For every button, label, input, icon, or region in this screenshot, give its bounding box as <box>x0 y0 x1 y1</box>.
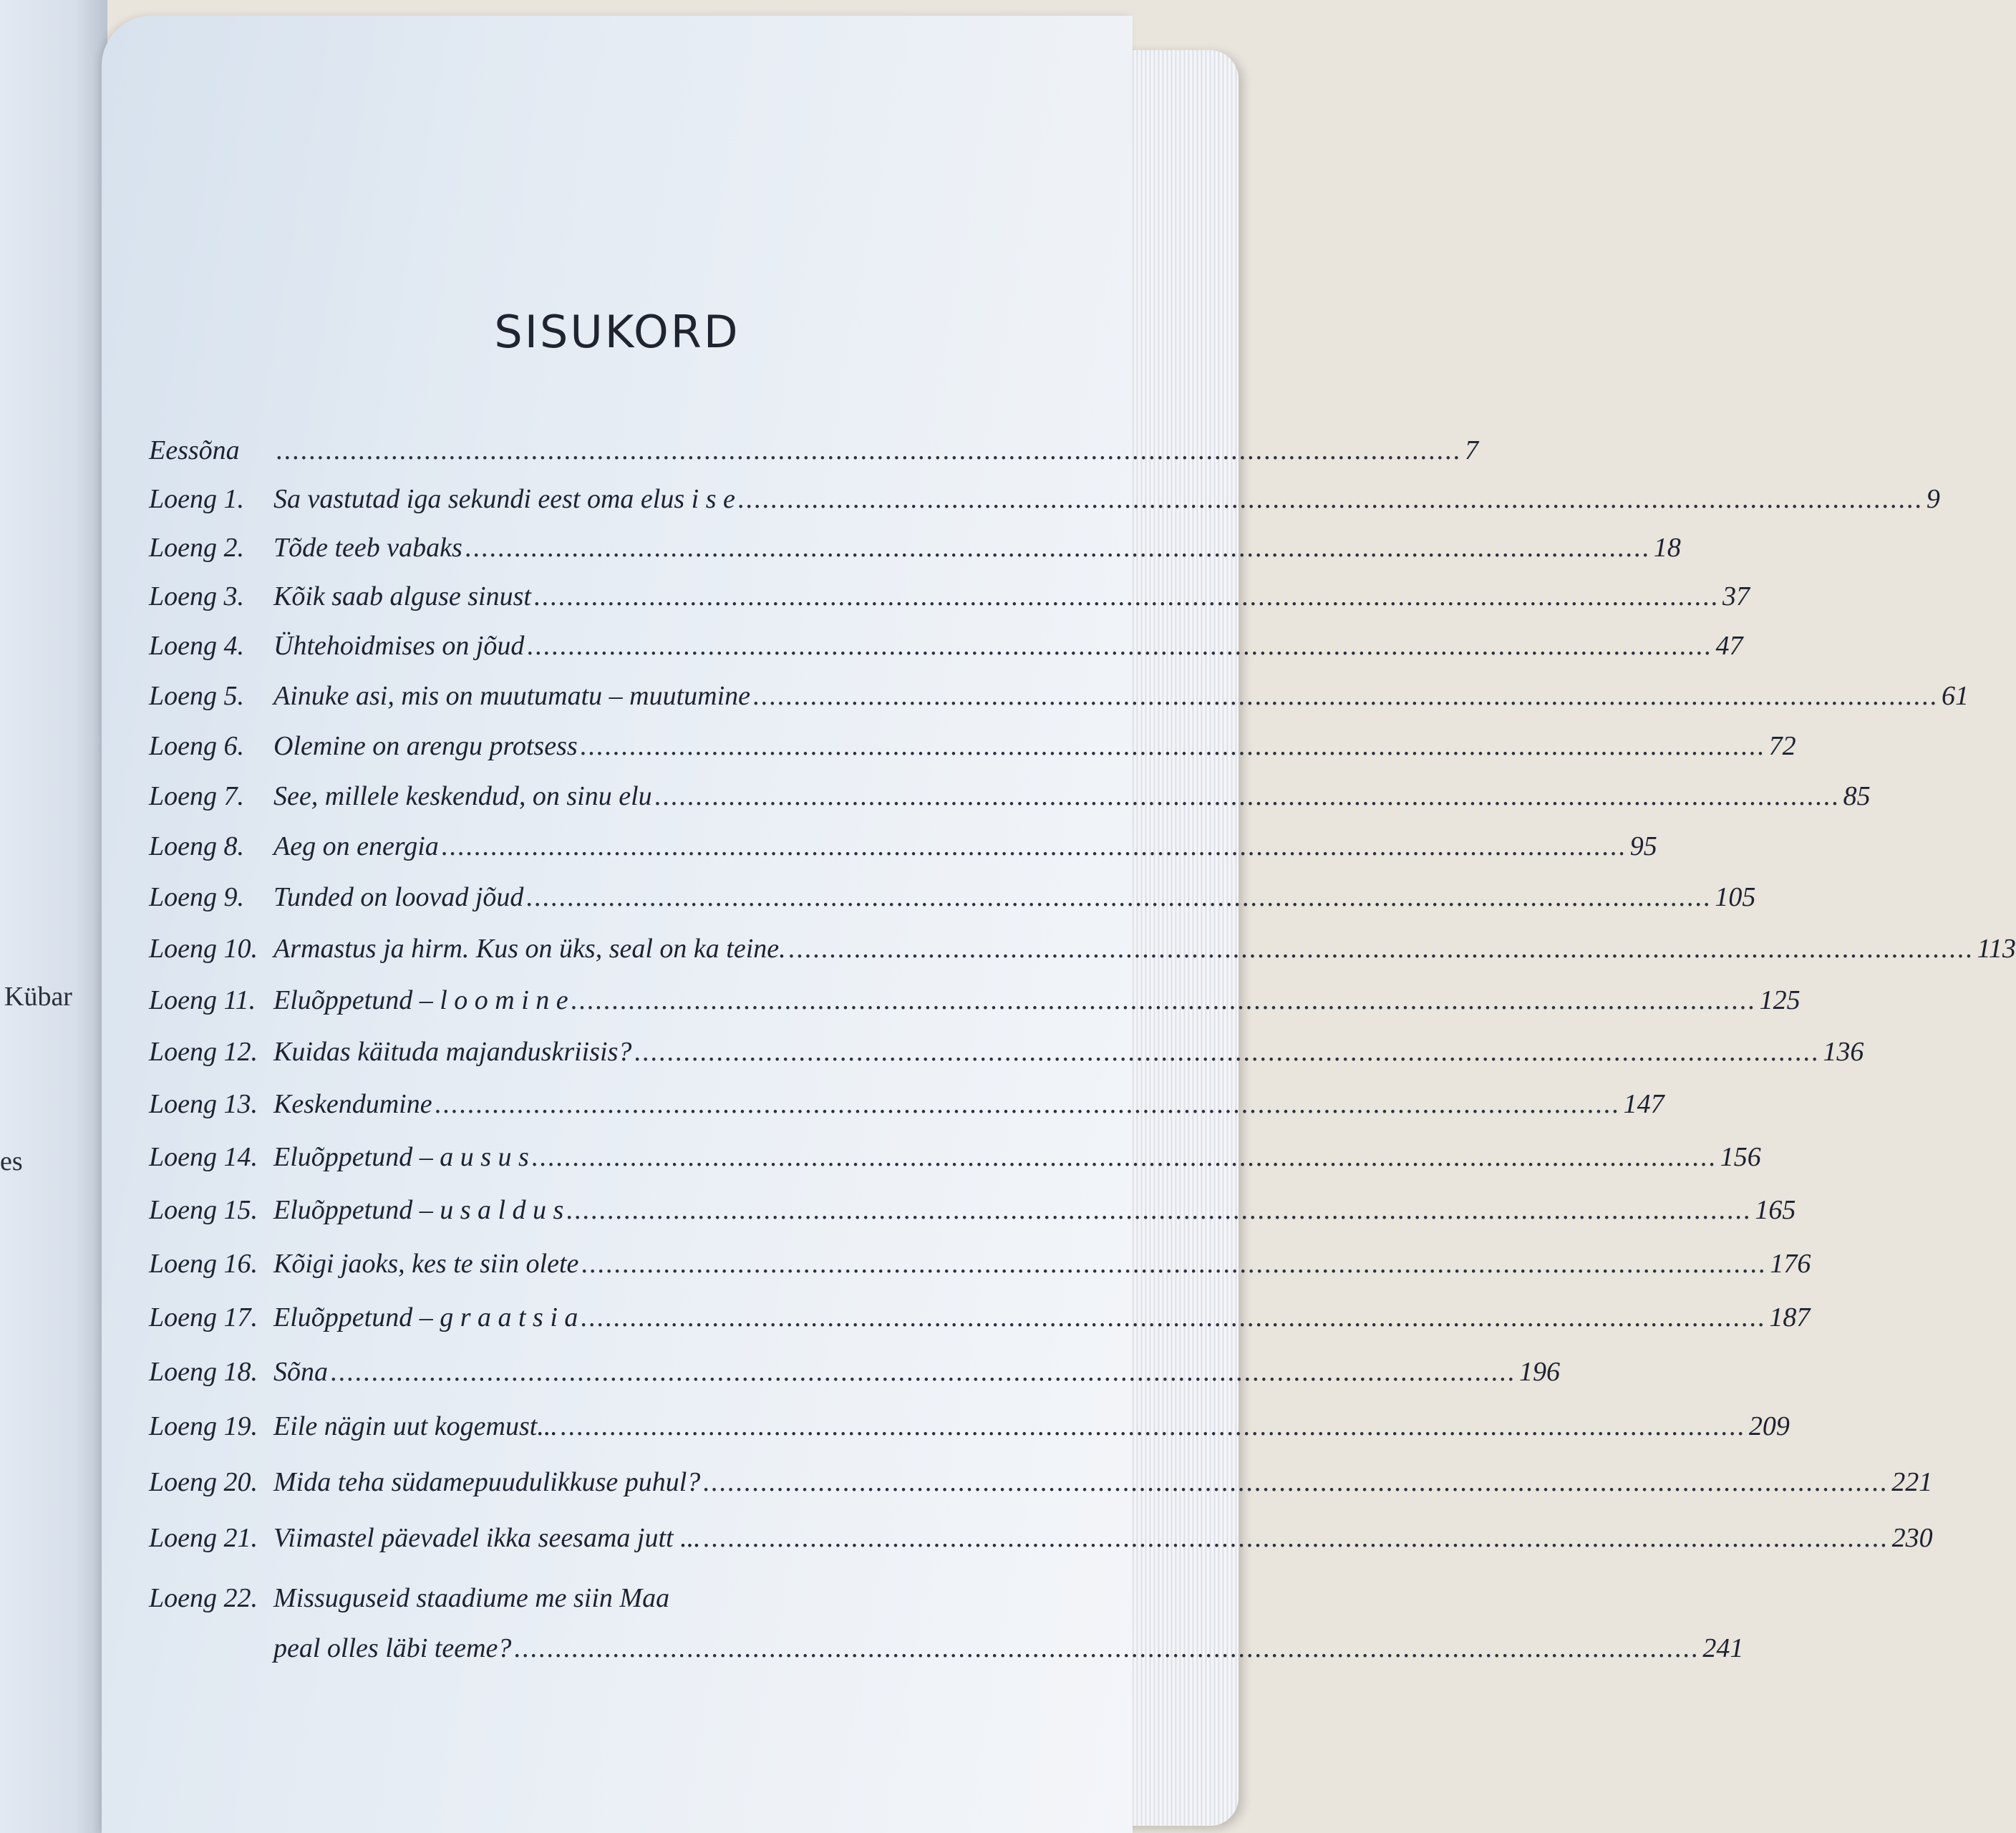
toc-leader-dots: ................................................................................................................................................ <box>465 533 1651 563</box>
toc-entry-label: Loeng 7. <box>149 781 244 811</box>
toc-entry-label: Loeng 13. <box>149 1089 258 1119</box>
toc-entry-title: Sõna <box>273 1357 328 1387</box>
left-page-fragment: Kübar <box>4 982 72 1012</box>
toc-entry-page: 187 <box>1769 1302 1811 1333</box>
toc-entry-page: 18 <box>1653 533 1681 563</box>
toc-entry-body <box>273 730 1796 762</box>
toc-entry-body <box>273 1356 1560 1388</box>
toc-entry-page: 7 <box>1465 435 1478 465</box>
toc-entry-page: 165 <box>1755 1195 1796 1225</box>
toc-entry-title: Eluõppetund – u s a l d u s <box>273 1195 564 1225</box>
toc-entry-page: 113 <box>1977 934 2016 964</box>
toc-entry-page: 72 <box>1768 731 1796 761</box>
page-title: SISUKORD <box>494 306 740 358</box>
toc-entry-title: Viimastel päevadel ikka seesama jutt ... <box>273 1523 701 1553</box>
toc-entry-label: Loeng 14. <box>149 1142 258 1172</box>
toc-entry-label: Loeng 5. <box>149 681 244 711</box>
toc-entry-page: 9 <box>1926 484 1940 514</box>
toc-entry-label: Loeng 10. <box>149 934 258 964</box>
toc-leader-dots: ................................................................................................................................................ <box>566 1195 1753 1225</box>
toc-leader-dots: ................................................................................................................................................ <box>531 1142 1717 1172</box>
toc-entry-page: 95 <box>1629 831 1657 861</box>
toc-entry-label: Eessõna <box>149 435 240 465</box>
toc-leader-dots: ................................................................................................................................................ <box>560 1411 1746 1441</box>
toc-entry-page: 156 <box>1720 1142 1761 1172</box>
toc-entry-title: Missuguseid staadiume me siin Maa <box>273 1583 670 1613</box>
toc-leader-dots: ................................................................................................................................................ <box>581 1302 1767 1333</box>
toc-entry-title: Keskendumine <box>273 1089 432 1119</box>
toc-entry-label: Loeng 12. <box>149 1037 258 1067</box>
toc-entry-body <box>273 1522 1933 1554</box>
toc-entry-page: 209 <box>1748 1411 1790 1441</box>
toc-entry-label: Loeng 4. <box>149 631 244 661</box>
toc-leader-dots: ................................................................................................................................................ <box>581 1249 1768 1279</box>
toc-entry-label: Loeng 2. <box>149 533 244 563</box>
toc-leader-dots: ................................................................................................................................................ <box>634 1037 1821 1067</box>
toc-entry-label: Loeng 11. <box>149 985 256 1015</box>
toc-entry-title: Olemine on arengu protsess <box>273 731 578 761</box>
toc-leader-dots: ................................................................................................................................................ <box>580 731 1766 761</box>
toc-entry-label: Loeng 18. <box>149 1357 258 1387</box>
toc-entry-title: Kuidas käituda majanduskriisis? <box>273 1037 632 1067</box>
toc-entry-body <box>273 435 1478 466</box>
toc-entry-page: 136 <box>1823 1037 1864 1067</box>
toc-leader-dots: ................................................................................................................................................ <box>654 781 1841 811</box>
toc-entry-body <box>273 780 1871 812</box>
toc-entry-label: Loeng 15. <box>149 1195 258 1225</box>
toc-entry-body <box>273 831 1657 862</box>
toc-leader-dots: ................................................................................................................................................ <box>441 831 1627 861</box>
toc-leader-dots: ................................................................................................................................................ <box>788 934 1974 964</box>
toc-entry-label: Loeng 17. <box>149 1302 258 1333</box>
toc-leader-dots: ................................................................................................................................................ <box>526 882 1712 912</box>
toc-leader-dots: ................................................................................................................................................ <box>703 1467 1889 1497</box>
toc-entry-label: Loeng 19. <box>149 1411 258 1441</box>
toc-entry-title: Ainuke asi, mis on muutumatu – muutumine <box>273 681 751 711</box>
toc-entry-label: Loeng 16. <box>149 1249 258 1279</box>
toc-entry-label: Loeng 22. <box>149 1583 258 1613</box>
toc-entry-page: 37 <box>1722 581 1750 611</box>
toc-entry-body <box>273 1141 1761 1173</box>
toc-entry-page: 61 <box>1942 681 1969 711</box>
toc-entry-body <box>273 881 1756 913</box>
toc-entry-page: 85 <box>1843 781 1871 811</box>
toc-entry-label: Loeng 8. <box>149 831 244 861</box>
toc-entry-page: 125 <box>1759 985 1801 1015</box>
toc-entry-body <box>273 1466 1933 1498</box>
toc-entry-label: Loeng 21. <box>149 1523 258 1553</box>
toc-entry-body <box>273 1036 1864 1068</box>
toc-entry-title: Aeg on energia <box>273 831 439 861</box>
toc-entry-body <box>273 483 1940 515</box>
table-of-contents <box>102 16 2016 1833</box>
toc-entry-page: 241 <box>1702 1633 1744 1663</box>
toc-entry-title: Eluõppetund – a u s u s <box>273 1142 529 1172</box>
toc-entry-title: Eluõppetund – g r a a t s i a <box>273 1302 578 1333</box>
toc-entry-page: 230 <box>1891 1523 1933 1553</box>
toc-entry-page: 176 <box>1770 1249 1811 1279</box>
toc-entry-title: See, millele keskendud, on sinu elu <box>273 781 652 811</box>
toc-leader-dots: ................................................................................................................................................ <box>527 631 1713 661</box>
toc-entry-body <box>273 933 2016 964</box>
toc-entry-page: 105 <box>1715 882 1756 912</box>
toc-entry-body <box>273 1194 1796 1226</box>
toc-entry-page: 47 <box>1715 631 1743 661</box>
toc-entry-body <box>273 1088 1664 1120</box>
toc-leader-dots: ................................................................................................................................................ <box>703 1523 1889 1553</box>
toc-entry-label: Loeng 3. <box>149 581 244 611</box>
toc-entry-body <box>273 1248 1811 1280</box>
toc-entry-label: Loeng 20. <box>149 1467 258 1497</box>
toc-entry-title: Armastus ja hirm. Kus on üks, seal on ka teine. <box>273 934 786 964</box>
toc-entry-title: Ühtehoidmises on jõud <box>273 631 525 661</box>
toc-leader-dots: ................................................................................................................................................ <box>331 1357 1516 1387</box>
toc-leader-dots: ................................................................................................................................................ <box>514 1633 1700 1663</box>
toc-entry-title: Tõde teeb vabaks <box>273 533 462 563</box>
toc-leader-dots: ................................................................................................................................................ <box>753 681 1939 711</box>
toc-entry-body <box>273 581 1750 612</box>
toc-entry-body <box>273 985 1801 1016</box>
toc-entry-title-continued: peal olles läbi teeme? <box>273 1633 512 1663</box>
toc-entry-body <box>273 1411 1790 1442</box>
left-page-fragment: es <box>0 1146 23 1176</box>
toc-entry-title: Mida teha südamepuudulikkuse puhul? <box>273 1467 701 1497</box>
toc-leader-dots: ................................................................................................................................................ <box>276 435 1462 465</box>
toc-entry-body <box>273 532 1681 564</box>
toc-entry-body <box>273 1633 1744 1664</box>
toc-leader-dots: ................................................................................................................................................ <box>435 1089 1621 1119</box>
book-page <box>102 16 2016 1833</box>
toc-entry-title: Tunded on loovad jõud <box>273 882 524 912</box>
toc-entry-title: Sa vastutad iga sekundi eest oma elus i s e <box>273 484 735 514</box>
toc-entry-label: Loeng 6. <box>149 731 244 761</box>
toc-entry-body <box>273 680 1969 712</box>
toc-entry-page: 221 <box>1891 1467 1933 1497</box>
toc-entry-page: 196 <box>1519 1357 1560 1387</box>
toc-leader-dots: ................................................................................................................................................ <box>737 484 1924 514</box>
toc-leader-dots: ................................................................................................................................................ <box>533 581 1720 611</box>
toc-entry-title: Eile nägin uut kogemust... <box>273 1411 558 1441</box>
toc-entry-page: 147 <box>1623 1089 1664 1119</box>
toc-leader-dots: ................................................................................................................................................ <box>571 985 1757 1015</box>
toc-entry-label: Loeng 1. <box>149 484 244 514</box>
toc-entry-title: Kõigi jaoks, kes te siin olete <box>273 1249 579 1279</box>
toc-entry-label: Loeng 9. <box>149 882 244 912</box>
toc-entry-title: Eluõppetund – l o o m i n e <box>273 985 568 1015</box>
toc-entry-body <box>273 1302 1811 1333</box>
left-page <box>0 0 107 1833</box>
toc-entry-title: Kõik saab alguse sinust <box>273 581 531 611</box>
toc-entry-body <box>273 630 1743 662</box>
